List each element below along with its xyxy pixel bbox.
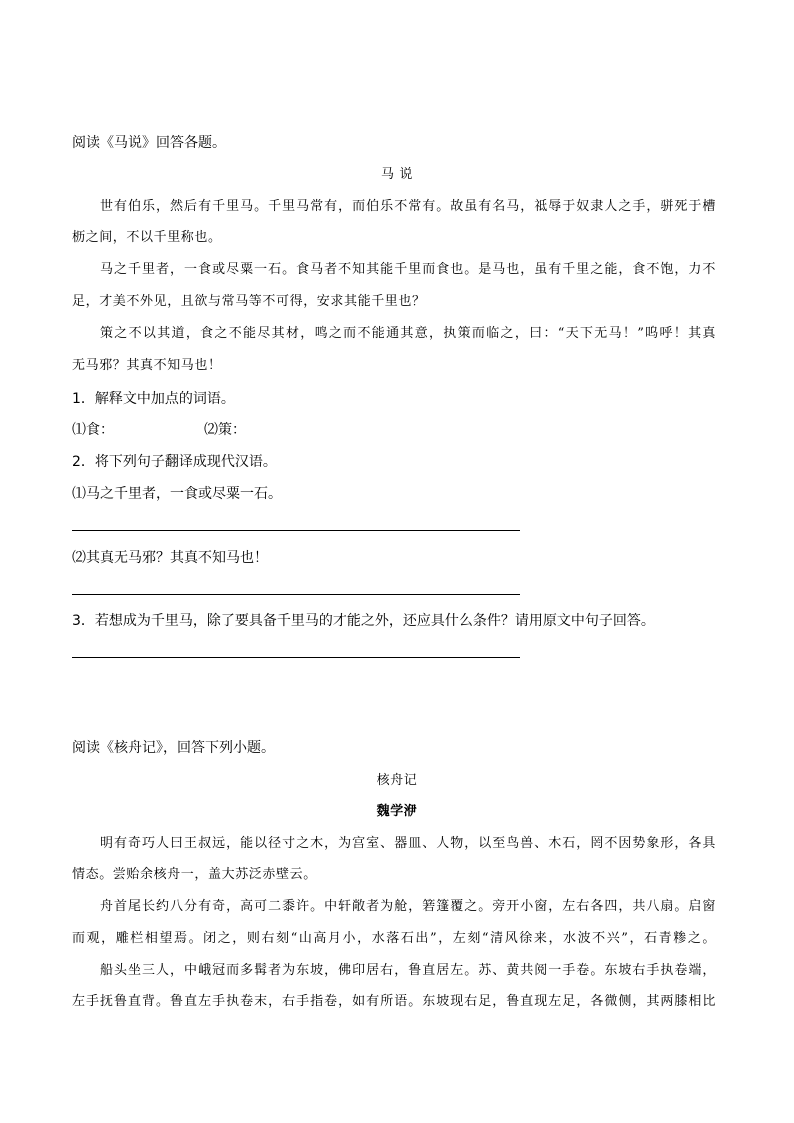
section2-title: 核舟记 — [376, 773, 418, 788]
section2-p2-line1: 舟首尾长约八分有奇，高可二黍许。中轩敞者为舱，箬篷覆之。旁开小窗，左右各四，共八扇。启窗 — [100, 899, 716, 914]
question-2: 2．将下列句子翻译成现代汉语。 — [72, 454, 277, 470]
section2-p3-line1: 船头坐三人，中峨冠而多髯者为东坡，佛印居右，鲁直居左。苏、黄共阅一手卷。东坡右手执卷端， — [100, 963, 716, 978]
section1-p1-line2: 枥之间，不以千里称也。 — [72, 230, 222, 245]
question-3: 3．若想成为千里马，除了要具备千里马的才能之外，还应具什么条件？请用原文中句子回答。 — [72, 613, 655, 629]
section2-p3-line2: 左手抚鲁直背。鲁直左手执卷末，右手指卷，如有所语。东坡现右足，鲁直现左足，各微侧，其两膝相比 — [72, 994, 716, 1009]
answer-line-q3[interactable] — [72, 657, 520, 658]
answer-line-q2a[interactable] — [72, 530, 520, 531]
section1-title: 马 说 — [381, 167, 413, 182]
section2-intro: 阅读《核舟记》，回答下列小题。 — [72, 740, 275, 756]
question-1: 1．解释文中加点的词语。 — [72, 391, 235, 407]
section2-p2-line2: 而观，雕栏相望焉。闭之，则右刻“山高月小，水落石出”，左刻“清风徐来，水波不兴”，石青糁之。 — [72, 931, 716, 946]
section1-p2-line1: 马之千里者，一食或尽粟一石。食马者不知其能千里而食也。是马也，虽有千里之能，食不饱，力不 — [100, 262, 716, 277]
section2-author: 魏学洢 — [376, 804, 418, 819]
section1-p3-line2: 无马邪？其真不知马也！ — [72, 358, 222, 373]
answer-line-q2b[interactable] — [72, 594, 520, 595]
section2-p1-line2: 情态。尝贻余核舟一，盖大苏泛赤壁云。 — [72, 867, 317, 882]
section1-intro: 阅读《马说》回答各题。 — [72, 135, 226, 151]
section1-p1-line1: 世有伯乐，然后有千里马。千里马常有，而伯乐不常有。故虽有名马，祗辱于奴隶人之手，骈死于槽 — [100, 199, 716, 214]
question-2-item-a: ⑴马之千里者，一食或尽粟一石。 — [72, 486, 282, 502]
section1-p3-line1: 策之不以其道，食之不能尽其材，鸣之而不能通其意，执策而临之，曰：“天下无马！”呜呼！其真 — [100, 326, 716, 341]
section2-p1-line1: 明有奇巧人曰王叔远，能以径寸之木，为宫室、器皿、人物，以至鸟兽、木石，罔不因势象形，各具 — [100, 836, 716, 851]
question-1-item-a: ⑴食： — [72, 422, 114, 438]
section1-p2-line2: 足，才美不外见，且欲与常马等不可得，安求其能千里也？ — [72, 294, 426, 309]
question-1-item-b: ⑵策： — [204, 422, 246, 438]
question-2-item-b: ⑵其真无马邪？其真不知马也！ — [72, 550, 268, 566]
